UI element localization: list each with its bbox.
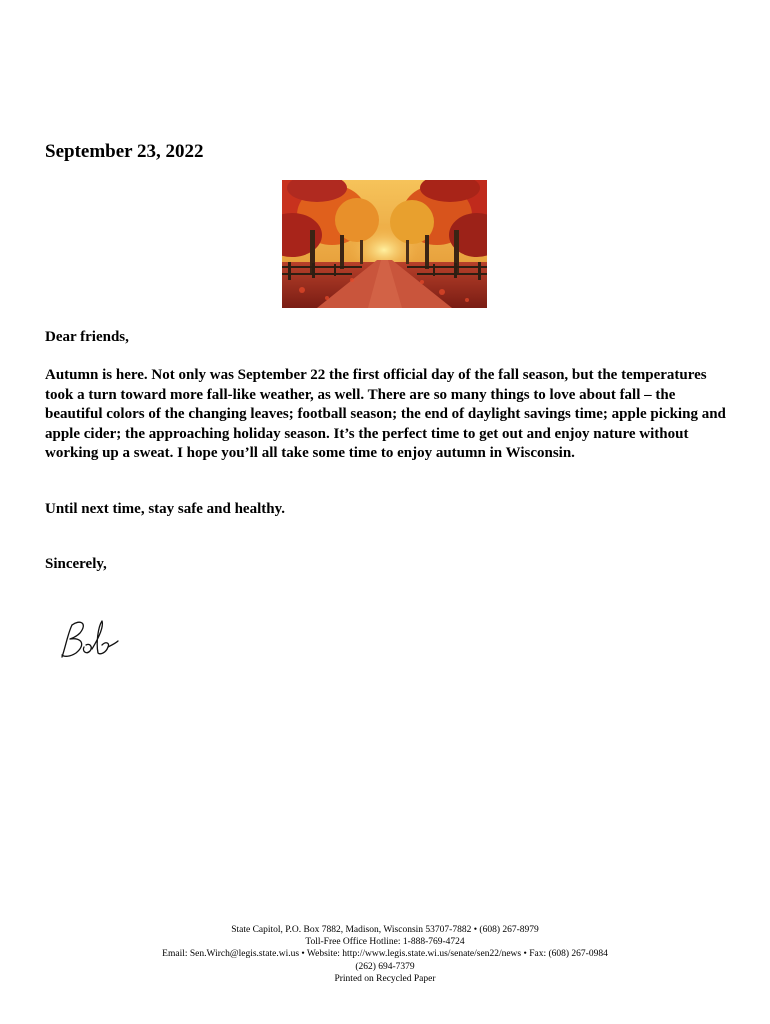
letter-date: September 23, 2022 [45, 141, 204, 162]
footer-hotline: Toll-Free Office Hotline: 1-888-769-4724 [305, 937, 465, 948]
letter-paragraph: Until next time, stay safe and healthy. [45, 501, 285, 517]
greeting: Dear friends, [45, 329, 129, 345]
footer-recycled-note: Printed on Recycled Paper [334, 973, 436, 984]
footer-address: State Capitol, P.O. Box 7882, Madison, Wisconsin 53707-7882 • (608) 267-8979 [231, 925, 539, 935]
letter-paragraph: Autumn is here. Not only was September 22 the first official day of the fall season, but the temperatures took a turn toward more fall-like weather, as well. There are so many things to love about fall – the beautiful colors of the changing leaves; football season; the end of daylight savings time; apple picking and apple cider; the approaching holiday season. It’s the perfect time to get out and enjoy nature without working up a sweat. I hope you’ll all take some time to enjoy autumn in Wisconsin. [45, 367, 726, 461]
letterhead-footer [0, 924, 770, 985]
footer-phone: (262) 694-7379 [355, 961, 415, 972]
autumn-photo [282, 180, 487, 308]
closing: Sincerely, [45, 556, 107, 572]
footer-contact: Email: Sen.Wirch@legis.state.wi.us • Website: http://www.legis.state.wi.us/senate/sen22/news • Fax: (608) 267-0984 [162, 949, 608, 960]
handwritten-signature [58, 617, 122, 661]
